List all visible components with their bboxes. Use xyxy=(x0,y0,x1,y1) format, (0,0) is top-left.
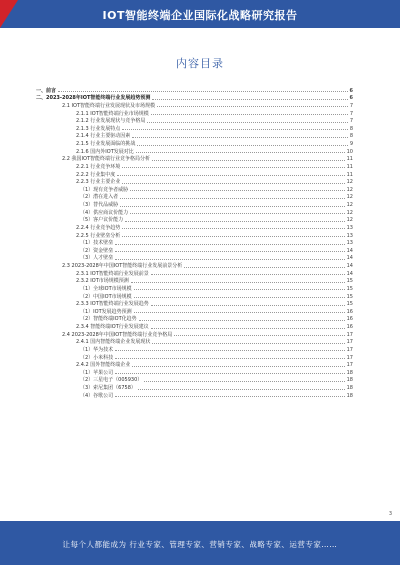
toc-entry-page: 8 xyxy=(349,133,353,140)
toc-entry[interactable] xyxy=(36,162,353,170)
toc-entry-page: 6 xyxy=(349,95,353,102)
toc-entry-title: （3）替代品威胁 xyxy=(80,202,119,208)
footer-slogan: 让每个人都能成为 行业专家、管理专家、营销专家、战略专家、运营专家…… xyxy=(62,540,338,549)
toc-entry-title: 2.3.2 IOT市场规模预测 xyxy=(76,278,129,285)
toc-leader-dots xyxy=(134,311,345,313)
toc-entry[interactable] xyxy=(36,261,353,269)
toc-entry-title: 2.2.4 行业竞争趋势 xyxy=(76,224,121,231)
toc-entry[interactable] xyxy=(36,132,353,140)
toc-entry-page: 11 xyxy=(346,163,353,170)
toc-entry[interactable] xyxy=(36,246,353,254)
toc-entry[interactable] xyxy=(36,300,353,308)
toc-entry-page: 14 xyxy=(346,263,353,269)
toc-entry-title: （4）供应商议价能力 xyxy=(80,209,129,216)
toc-entry[interactable] xyxy=(36,139,353,147)
toc-entry[interactable] xyxy=(36,361,353,369)
toc-entry-page: 13 xyxy=(346,240,353,247)
toc-entry[interactable] xyxy=(36,193,353,201)
toc-leader-dots xyxy=(122,182,344,184)
toc-entry[interactable] xyxy=(36,353,353,361)
toc-entry-title: （2）资金壁垒 xyxy=(80,247,114,254)
toc-entry[interactable] xyxy=(36,376,353,384)
toc-leader-dots xyxy=(130,189,344,191)
toc-leader-dots xyxy=(157,105,348,107)
toc-entry-page: 18 xyxy=(346,385,353,391)
toc-leader-dots xyxy=(125,220,344,222)
toc-entry-page: 17 xyxy=(346,354,353,361)
toc-entry-page: 10 xyxy=(346,148,353,155)
header-bar xyxy=(0,0,400,28)
toc-entry-title: （1）现有竞争者威胁 xyxy=(80,186,129,193)
toc-leader-dots xyxy=(115,372,344,374)
toc-leader-dots xyxy=(120,197,344,199)
toc-leader-dots xyxy=(139,319,345,321)
toc-entry-title: 2.1.1 IOT智能终端行业市场规模 xyxy=(76,110,149,117)
toc-leader-dots xyxy=(122,227,344,229)
toc-entry-page: 15 xyxy=(346,301,353,308)
toc-entry[interactable] xyxy=(36,292,353,300)
toc-entry[interactable] xyxy=(36,170,353,178)
toc-leader-dots xyxy=(58,90,348,92)
toc-entry[interactable] xyxy=(36,322,353,330)
toc-entry[interactable] xyxy=(36,239,353,247)
toc-entry[interactable] xyxy=(36,345,353,353)
footer-bar xyxy=(0,521,400,565)
toc-entry-title: 2.1.4 行业主要驱动因素 xyxy=(76,133,131,140)
toc-entry[interactable] xyxy=(36,254,353,262)
toc-entry-page: 15 xyxy=(346,285,353,292)
toc-entry[interactable] xyxy=(36,338,353,346)
toc-heading: 内容目录 xyxy=(176,57,224,70)
toc-entry-title: 2.3.1 IOT智能终端行业发展前景 xyxy=(76,270,149,277)
toc-entry-page: 12 xyxy=(346,217,353,224)
toc-entry-title: 2.1 IOT智能终端行业发展现状及市场规模 xyxy=(62,102,156,109)
toc-entry-title: （1）IOT发展趋势预测 xyxy=(80,308,132,315)
toc-entry[interactable] xyxy=(36,147,353,155)
toc-leader-dots xyxy=(122,166,344,168)
toc-entry-title: 2.4.1 国内智能终端企业发展现状 xyxy=(76,339,151,346)
toc-entry-page: 7 xyxy=(349,102,353,109)
toc-entry-title: 2.2.1 行业竞争环境 xyxy=(76,163,121,170)
toc-entry-title: （5）客户议价能力 xyxy=(80,217,124,224)
toc-leader-dots xyxy=(134,296,345,298)
toc-entry-page: 15 xyxy=(346,278,353,285)
toc-entry-page: 18 xyxy=(346,369,353,376)
toc-entry-page: 17 xyxy=(346,331,353,338)
toc-entry-title: （1）苹果公司 xyxy=(80,369,114,376)
toc-entry-page: 11 xyxy=(346,171,353,178)
toc-leader-dots xyxy=(147,121,347,123)
toc-entry[interactable] xyxy=(36,223,353,231)
toc-entry-title: （2）三星电子（005930） xyxy=(80,377,143,384)
toc-entry[interactable] xyxy=(36,216,353,224)
toc-leader-dots xyxy=(115,395,344,397)
toc-entry[interactable] xyxy=(36,277,353,285)
toc-entry-page: 14 xyxy=(346,255,353,262)
toc-entry[interactable] xyxy=(36,185,353,193)
toc-entry-page: 16 xyxy=(346,308,353,315)
toc-entry-title: 2.3.3 IOT智能终端行业发展趋势 xyxy=(76,301,149,308)
toc-entry-page: 14 xyxy=(346,270,353,277)
toc-entry-title: 2.2 我国IOT智能终端行业竞争格局分析 xyxy=(62,156,151,163)
toc-entry[interactable] xyxy=(36,231,353,239)
toc-leader-dots xyxy=(122,128,348,130)
toc-leader-dots xyxy=(138,388,345,390)
toc-entry-title: 2.1.3 行业发展特点 xyxy=(76,125,121,132)
toc-leader-dots xyxy=(130,212,344,214)
toc-entry[interactable] xyxy=(36,117,353,125)
toc-entry-title: 2.2.3 行业主要企业 xyxy=(76,179,121,186)
toc-entry[interactable] xyxy=(36,200,353,208)
toc-entry[interactable] xyxy=(36,155,353,163)
toc-entry[interactable] xyxy=(36,124,353,132)
toc-leader-dots xyxy=(152,342,344,344)
toc-entry-title: 2.1.2 行业发展现状与竞争格局 xyxy=(76,118,146,125)
toc-leader-dots xyxy=(117,174,344,176)
toc-entry-page: 7 xyxy=(349,118,353,125)
toc-entry[interactable] xyxy=(36,208,353,216)
toc-entry[interactable] xyxy=(36,109,353,117)
report-title: IOT智能终端企业国际化战略研究报告 xyxy=(102,9,298,22)
toc-entry[interactable] xyxy=(36,391,353,399)
toc-leader-dots xyxy=(132,136,348,138)
toc-entry-page: 15 xyxy=(346,293,353,300)
toc-leader-dots xyxy=(151,113,348,115)
toc-entry-title: （3）索尼集团（6758） xyxy=(80,385,136,391)
toc-entry-title: （1）华为技术 xyxy=(80,346,114,353)
toc-entry-page: 12 xyxy=(346,179,353,186)
toc-entry-title: （1）技术壁垒 xyxy=(80,240,114,247)
toc-entry-page: 6 xyxy=(349,87,353,94)
toc-entry-page: 12 xyxy=(346,209,353,216)
toc-entry-title: （4）谷歌公司 xyxy=(80,392,114,399)
toc-entry[interactable] xyxy=(36,178,353,186)
toc-leader-dots xyxy=(174,334,344,336)
toc-leader-dots xyxy=(137,144,347,146)
toc-leader-dots xyxy=(136,151,345,153)
toc-entry[interactable] xyxy=(36,368,353,376)
toc-entry[interactable] xyxy=(36,284,353,292)
toc-entry-page: 17 xyxy=(346,339,353,346)
toc-leader-dots xyxy=(122,235,344,237)
toc-entry-page: 13 xyxy=(346,224,353,231)
toc-entry-title: 2.3.4 智能终端IOT行业发展建议 xyxy=(76,324,149,330)
toc-leader-dots xyxy=(131,281,345,283)
toc-entry-title: （1）全球IOT市场规模 xyxy=(80,285,132,292)
toc-entry[interactable] xyxy=(36,315,353,323)
toc-entry[interactable] xyxy=(36,101,353,109)
toc-entry-page: 12 xyxy=(346,194,353,201)
toc-entry-page: 18 xyxy=(346,392,353,399)
toc-entry[interactable] xyxy=(36,330,353,338)
toc-entry-page: 14 xyxy=(346,247,353,254)
toc-entry[interactable] xyxy=(36,86,353,94)
toc-entry-page: 13 xyxy=(346,232,353,239)
toc-entry-title: （2）智能终端IOT化趋势 xyxy=(80,316,137,323)
toc-entry-title: 2.2.5 行业壁垒分析 xyxy=(76,232,121,239)
toc-entry-page: 16 xyxy=(346,316,353,323)
toc-entry-title: 2.1.6 国内外IOT发展对比 xyxy=(76,148,134,155)
toc-leader-dots xyxy=(115,250,344,252)
toc-entry-page: 12 xyxy=(346,186,353,193)
toc-entry-title: （2）小米科技 xyxy=(80,354,114,361)
toc-leader-dots xyxy=(115,243,344,245)
toc-leader-dots xyxy=(115,349,344,351)
toc-entry-title: 2.3 2023-2028年中国IOT智能终端行业发展前景分析 xyxy=(62,263,183,269)
toc-entry-title: 2.1.5 行业发展面临的挑战 xyxy=(76,141,136,147)
toc-entry-title: 2.2.2 行业集中度 xyxy=(76,171,116,178)
toc-leader-dots xyxy=(144,380,344,382)
toc-leader-dots xyxy=(115,258,344,260)
toc-entry-page: 7 xyxy=(349,110,353,117)
toc-leader-dots xyxy=(151,273,345,275)
toc-entry-page: 17 xyxy=(346,362,353,369)
toc-entry[interactable] xyxy=(36,269,353,277)
toc-leader-dots xyxy=(151,304,345,306)
toc-entry-title: 2.4 2023-2028年中国IOT智能终端行业竞争格局 xyxy=(62,331,173,338)
toc-entry-title: 一、前言 xyxy=(36,87,57,94)
toc-entry-page: 16 xyxy=(346,324,353,330)
toc-leader-dots xyxy=(134,288,345,290)
toc-entry-page: 17 xyxy=(346,346,353,353)
toc-entry[interactable] xyxy=(36,94,353,102)
toc-entry-title: （2）潜在进入者 xyxy=(80,194,119,201)
toc-leader-dots xyxy=(184,266,344,268)
toc-entry-page: 12 xyxy=(346,202,353,208)
toc-entry-page: 18 xyxy=(346,377,353,384)
toc-entry-page: 8 xyxy=(349,125,353,132)
toc-leader-dots xyxy=(151,327,345,329)
toc-entry-title: 二、2023-2028年IOT智能终端行业发展趋势预测 xyxy=(36,95,151,102)
toc-leader-dots xyxy=(152,159,345,161)
toc-entry[interactable] xyxy=(36,383,353,391)
table-of-contents xyxy=(36,86,353,399)
toc-entry-title: （2）中国IOT市场规模 xyxy=(80,293,132,300)
toc-entry-title: （3）人才壁垒 xyxy=(80,255,114,262)
page-number: 3 xyxy=(388,511,392,517)
toc-entry-page: 11 xyxy=(346,156,353,163)
toc-leader-dots xyxy=(152,98,347,100)
toc-entry-title: 2.4.2 国外智能终端企业 xyxy=(76,362,131,369)
toc-leader-dots xyxy=(132,365,344,367)
toc-entry-page: 9 xyxy=(349,141,353,147)
toc-leader-dots xyxy=(115,357,344,359)
toc-entry[interactable] xyxy=(36,307,353,315)
toc-leader-dots xyxy=(120,205,344,207)
